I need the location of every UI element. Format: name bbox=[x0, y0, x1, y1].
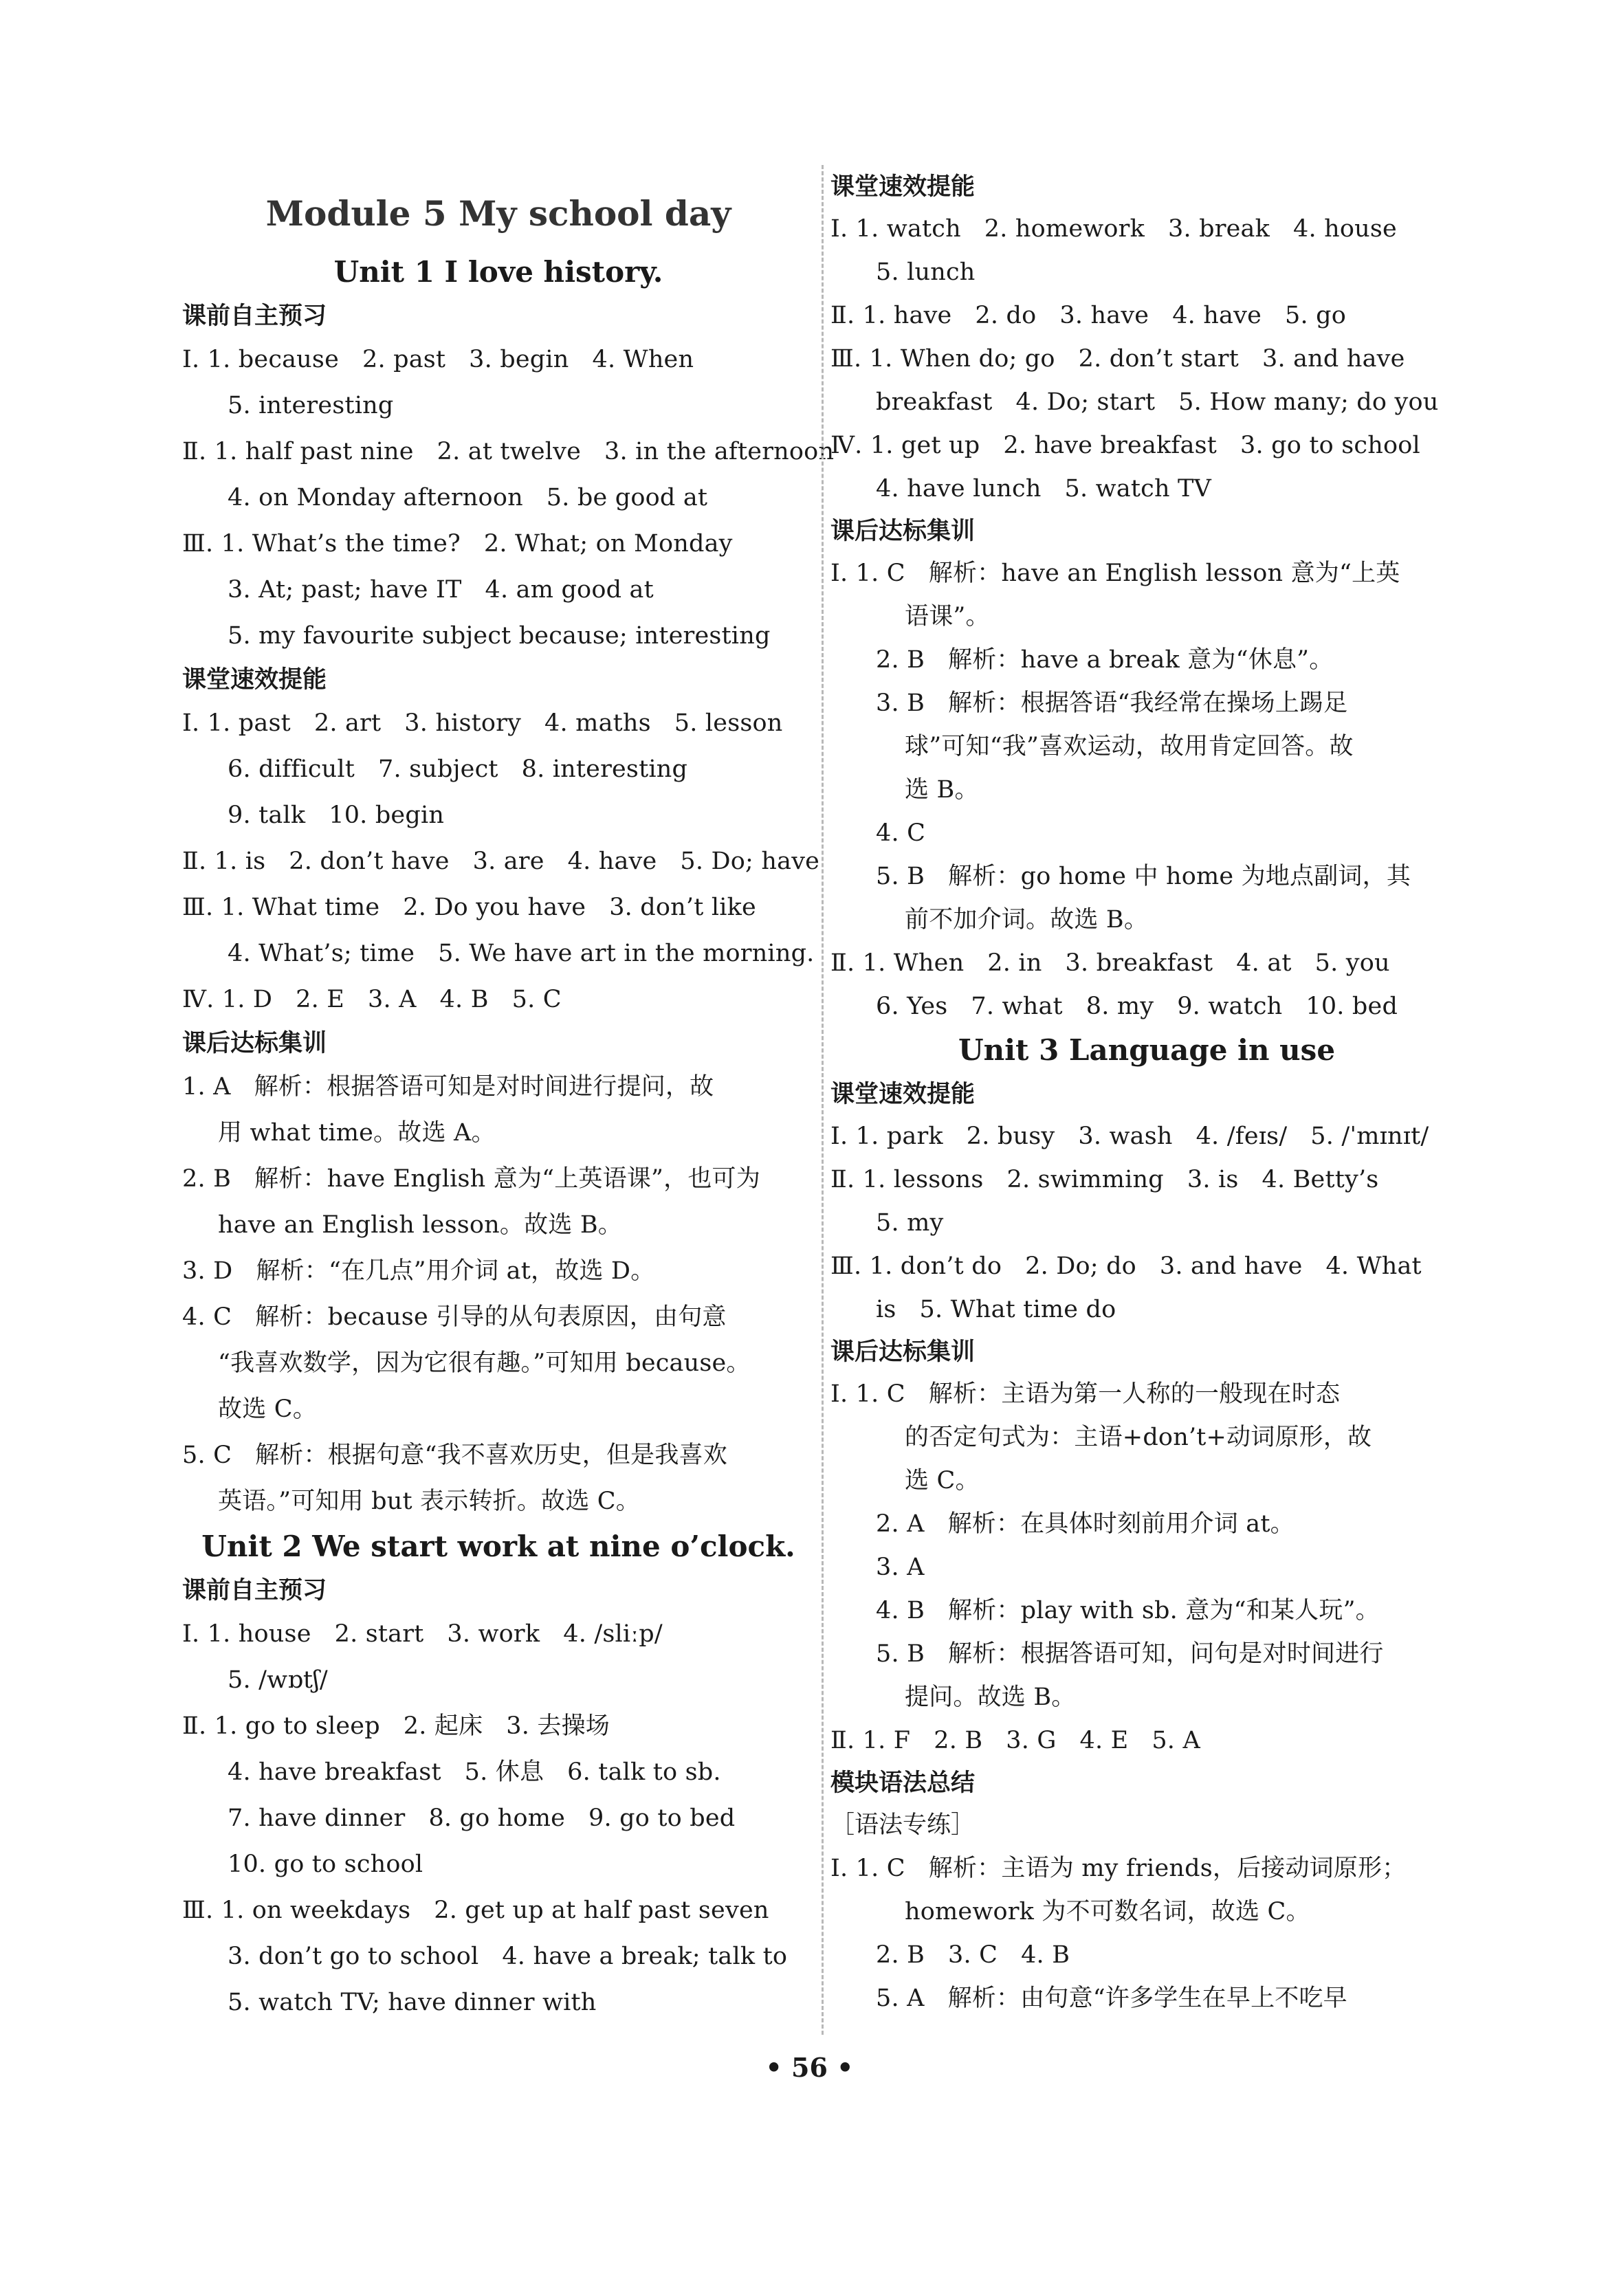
answer-line: 的否定句式为：主语+don’t+动词原形，故 bbox=[905, 1424, 1372, 1451]
answer-line: Ⅰ. 1. past 2. art 3. history 4. maths 5. lesson bbox=[182, 709, 783, 737]
answer-line: 10. go to school bbox=[228, 1851, 423, 1878]
answer-line: Ⅰ. 1. C 解析：主语为 my friends，后接动词原形； bbox=[830, 1855, 1407, 1882]
module-title: Module 5 My school day bbox=[265, 193, 731, 234]
answer-line: 4. B 解析：play with sb. 意为“和某人玩”。 bbox=[876, 1597, 1380, 1624]
unit2-title: Unit 2 We start work at nine o’clock. bbox=[201, 1530, 795, 1563]
answer-line: is 5. What time do bbox=[876, 1296, 1116, 1323]
answer-line: 前不加介词。故选 B。 bbox=[905, 906, 1149, 934]
answer-line: breakfast 4. Do; start 5. How many; do you bbox=[876, 388, 1439, 416]
answer-line: 4. have lunch 5. watch TV bbox=[876, 475, 1212, 503]
answer-line: 5. my bbox=[876, 1209, 944, 1237]
answer-line: 4. C 解析：because 引导的从句表原因，由句意 bbox=[182, 1303, 727, 1331]
unit1-after-title: 课后达标集训 bbox=[182, 1030, 327, 1057]
answer-line: 3. At; past; have IT 4. am good at bbox=[228, 576, 654, 604]
answer-line: Ⅲ. 1. When do; go 2. don’t start 3. and have bbox=[830, 345, 1405, 373]
answer-line: 4. on Monday afternoon 5. be good at bbox=[228, 484, 708, 511]
answer-line: 5. lunch bbox=[876, 258, 976, 286]
answer-line: 5. A 解析：由句意“许多学生在早上不吃早 bbox=[876, 1985, 1347, 2012]
answer-line: “我喜欢数学，因为它很有趣。”可知用 because。 bbox=[218, 1349, 751, 1377]
answer-line: 2. B 3. C 4. B bbox=[876, 1941, 1070, 1969]
unit1-class-title: 课堂速效提能 bbox=[182, 666, 327, 694]
answer-line: Ⅰ. 1. C 解析：have an English lesson 意为“上英 bbox=[830, 560, 1400, 587]
answer-line: Ⅱ. 1. F 2. B 3. G 4. E 5. A bbox=[830, 1727, 1200, 1754]
column-divider bbox=[822, 165, 824, 2035]
answer-line: 提问。故选 B。 bbox=[905, 1684, 1076, 1711]
answer-line: Ⅰ. 1. park 2. busy 3. wash 4. /feɪs/ 5. /ˈmɪnɪt/ bbox=[830, 1123, 1429, 1150]
answer-line: 球”可知“我”喜欢运动，故用肯定回答。故 bbox=[905, 733, 1354, 760]
answer-line: Ⅰ. 1. because 2. past 3. begin 4. When bbox=[182, 346, 694, 373]
answer-line: 6. Yes 7. what 8. my 9. watch 10. bed bbox=[876, 993, 1398, 1020]
answer-line: Ⅱ. 1. go to sleep 2. 起床 3. 去操场 bbox=[182, 1712, 610, 1740]
answer-line: Ⅰ. 1. C 解析：主语为第一人称的一般现在时态 bbox=[830, 1380, 1341, 1408]
answer-line: Ⅲ. 1. What’s the time? 2. What; on Monday bbox=[182, 530, 733, 558]
answer-line: 1. A 解析：根据答语可知是对时间进行提问，故 bbox=[182, 1073, 714, 1101]
unit2-after-title: 课后达标集训 bbox=[830, 518, 976, 545]
answer-line: 9. talk 10. begin bbox=[228, 802, 445, 829]
unit3-class-title: 课堂速效提能 bbox=[830, 1081, 976, 1108]
answer-line: 故选 C。 bbox=[218, 1395, 317, 1423]
answer-line: 3. A bbox=[876, 1554, 925, 1581]
right-column bbox=[830, 166, 1463, 2020]
grammar-practice-subtitle: ［语法专练］ bbox=[830, 1811, 976, 1839]
unit1-preview-title: 课前自主预习 bbox=[182, 302, 327, 330]
answer-line: 3. B 解析：根据答语“我经常在操场上踢足 bbox=[876, 689, 1348, 717]
answer-line: 7. have dinner 8. go home 9. go to bed bbox=[228, 1804, 736, 1832]
answer-line: Ⅳ. 1. get up 2. have breakfast 3. go to school bbox=[830, 432, 1420, 459]
answer-line: homework 为不可数名词，故选 C。 bbox=[905, 1898, 1310, 1925]
answer-line: 5. my favourite subject because; interesting bbox=[228, 622, 771, 650]
answer-line: Ⅳ. 1. D 2. E 3. A 4. B 5. C bbox=[182, 986, 562, 1013]
answer-line: Ⅲ. 1. don’t do 2. Do; do 3. and have 4. What bbox=[830, 1252, 1422, 1280]
answer-line: 5. watch TV; have dinner with bbox=[228, 1989, 597, 2016]
answer-line: 2. B 解析：have a break 意为“休息”。 bbox=[876, 646, 1334, 674]
answer-line: 5. B 解析：根据答语可知，问句是对时间进行 bbox=[876, 1640, 1384, 1668]
unit2-preview-title: 课前自主预习 bbox=[182, 1577, 327, 1604]
answer-line: Ⅱ. 1. lessons 2. swimming 3. is 4. Betty’s bbox=[830, 1166, 1379, 1193]
answer-line: Ⅱ. 1. When 2. in 3. breakfast 4. at 5. you bbox=[830, 949, 1390, 977]
answer-line: have an English lesson。故选 B。 bbox=[218, 1211, 622, 1239]
answer-line: 5. /wɒtʃ/ bbox=[228, 1666, 328, 1694]
unit2-class-title: 课堂速效提能 bbox=[830, 173, 976, 201]
unit1-title: Unit 1 I love history. bbox=[333, 255, 663, 289]
answer-line: 4. C bbox=[876, 819, 926, 847]
answer-line: 3. don’t go to school 4. have a break; talk to bbox=[228, 1943, 788, 1970]
answer-line: 2. A 解析：在具体时刻前用介词 at。 bbox=[876, 1510, 1295, 1538]
answer-line: 6. difficult 7. subject 8. interesting bbox=[228, 755, 688, 783]
page-number: • 56 • bbox=[765, 2052, 854, 2083]
answer-line: 3. D 解析：“在几点”用介词 at，故选 D。 bbox=[182, 1257, 655, 1285]
answer-line: Ⅲ. 1. on weekdays 2. get up at half past seven bbox=[182, 1897, 769, 1924]
answer-line: 5. interesting bbox=[228, 392, 394, 419]
answer-line: 英语。”可知用 but 表示转折。故选 C。 bbox=[218, 1488, 640, 1515]
answer-line: 语课”。 bbox=[905, 603, 990, 630]
answer-line: 选 B。 bbox=[905, 776, 979, 804]
answer-line: Ⅲ. 1. What time 2. Do you have 3. don’t like bbox=[182, 894, 756, 921]
answer-line: 5. B 解析：go home 中 home 为地点副词，其 bbox=[876, 863, 1411, 890]
answer-line: Ⅱ. 1. is 2. don’t have 3. are 4. have 5. Do; have bbox=[182, 848, 820, 875]
answer-line: 2. B 解析：have English 意为“上英语课”，也可为 bbox=[182, 1165, 760, 1193]
answer-line: 用 what time。故选 A。 bbox=[218, 1119, 496, 1147]
answer-line: 4. What’s; time 5. We have art in the morning. bbox=[228, 940, 815, 967]
answer-line: Ⅰ. 1. watch 2. homework 3. break 4. house bbox=[830, 215, 1397, 243]
answer-line: 4. have breakfast 5. 休息 6. talk to sb. bbox=[228, 1758, 721, 1786]
answer-line: Ⅱ. 1. have 2. do 3. have 4. have 5. go bbox=[830, 302, 1346, 329]
answer-line: Ⅰ. 1. house 2. start 3. work 4. /sliːp/ bbox=[182, 1620, 663, 1648]
grammar-summary-title: 模块语法总结 bbox=[830, 1769, 976, 1797]
answer-line: 5. C 解析：根据句意“我不喜欢历史，但是我喜欢 bbox=[182, 1442, 727, 1469]
unit3-title: Unit 3 Language in use bbox=[958, 1033, 1336, 1067]
unit3-after-title: 课后达标集训 bbox=[830, 1338, 976, 1366]
left-column bbox=[182, 158, 835, 2026]
answer-line: Ⅱ. 1. half past nine 2. at twelve 3. in the afternoon bbox=[182, 438, 835, 465]
answer-line: 选 C。 bbox=[905, 1467, 980, 1494]
